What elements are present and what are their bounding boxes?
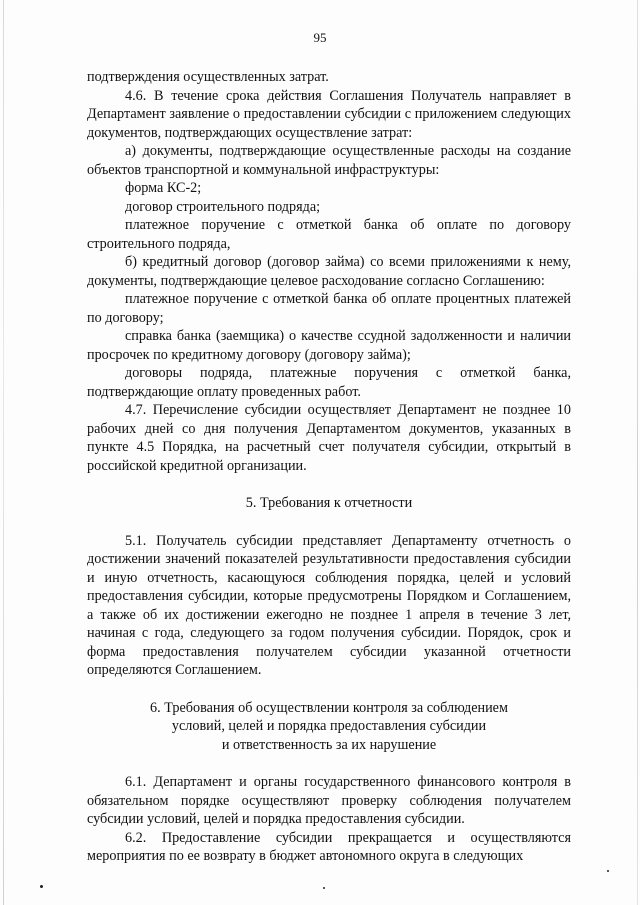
section-heading-6: [87, 699, 571, 755]
list-item-a: а) документы, подтверждающие осуществленные расходы на создание объектов транспортной и коммунальной инфраструктуры:: [87, 143, 571, 178]
list-subitem-payment-order: платежное поручение с отметкой банка об оплате по договору строительного подряда,: [87, 217, 571, 252]
list-subitem-bank-reference: справка банка (заемщика) о качестве ссудной задолженности и наличии просрочек по кредитному договору (договору займа);: [87, 328, 571, 363]
scan-speck: [607, 870, 609, 872]
paragraph-continuation: подтверждения осуществленных затрат.: [87, 69, 329, 85]
scan-edge-right: [637, 0, 638, 905]
list-item-b: б) кредитный договор (договор займа) со всеми приложениями к нему, документы, подтверждающие целевое расходование согласно Соглашению:: [87, 254, 571, 289]
section-heading-6-line-2: условий, целей и порядка предоставления субсидии: [171, 718, 487, 734]
page-number: 95: [313, 30, 327, 45]
section-heading-5: 5. Требования к отчетности: [245, 495, 413, 511]
scan-speck: [323, 887, 325, 889]
paragraph-5-1: 5.1. Получатель субсидии представляет Департаменту отчетность о достижении значений показателей результативности предоставления субсидии и иную отчетность, касающуюся соблюдения порядка, целей и условий предоставления субсидии, которые предусмотрены Порядком и Соглашением, а также об их достижении ежегодно не позднее 1 апреля в течение 3 лет, начиная с года, следующего за годом получения субсидии. Порядок, срок и форма предоставления получателем субсидии указанной отчетности определяются Соглашением.: [87, 532, 571, 678]
scan-speck: [40, 885, 43, 888]
list-subitem-contract: договор строительного подряда;: [125, 198, 321, 215]
list-subitem-ks2: форма КС-2;: [125, 180, 202, 196]
paragraph-6-2: 6.2. Предоставление субсидии прекращается и осуществляются мероприятия по ее возврату в бюджет автономного округа в следующих: [87, 829, 571, 864]
scan-edge-left: [3, 0, 4, 905]
paragraph-6-1: 6.1. Департамент и органы государственного финансового контроля в обязательном порядке осуществляют проверку соблюдения получателем субсидии условий, целей и порядка предоставления субсидии.: [87, 774, 571, 827]
list-subitem-interest-payment: платежное поручение с отметкой банка об оплате процентных платежей по договору;: [87, 291, 571, 326]
section-heading-6-line-3: и ответственность за их нарушение: [221, 736, 437, 753]
list-subitem-contracts: договоры подряда, платежные поручения с отметкой банка, подтверждающие оплату проведенных работ.: [87, 365, 571, 400]
section-heading-6-line-1: 6. Требования об осуществлении контроля за соблюдением: [150, 699, 508, 716]
paragraph-4-6: 4.6. В течение срока действия Соглашения Получатель направляет в Департамент заявление о предоставлении субсидии с приложением следующих документов, подтверждающих осуществление затрат:: [87, 87, 571, 141]
paragraph-4-7: 4.7. Перечисление субсидии осуществляет Департамент не позднее 10 рабочих дней со дня получения Департаментом документов, указанных в пункте 4.5 Порядка, на расчетный счет получателя субсидии, открытый в российской кредитной организации.: [87, 402, 571, 474]
document-body: [87, 68, 571, 866]
